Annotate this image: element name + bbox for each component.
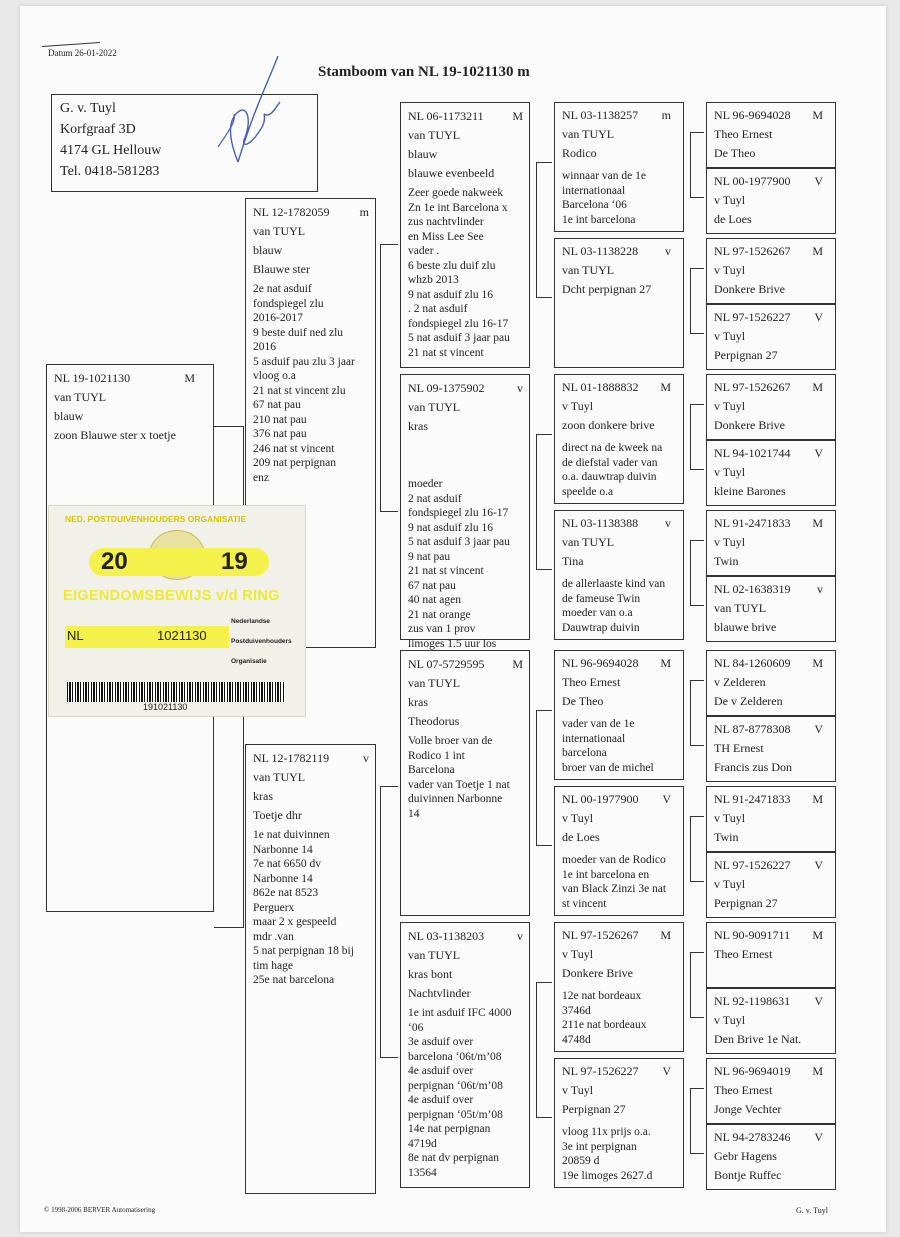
subject-ring: NL 19-1021130	[54, 371, 131, 385]
gen4-owner: v Tuyl	[714, 1013, 746, 1027]
gen4-ring: NL 97-1526267	[714, 244, 791, 258]
dam-sex: v	[363, 751, 369, 765]
gen3-sex: v	[665, 516, 671, 530]
gen2-box-2	[400, 374, 530, 650]
gen3-ring: NL 03-1138257	[562, 108, 639, 122]
sire-sex: m	[359, 205, 369, 219]
gen3-name: Donkere Brive	[562, 966, 633, 980]
page-title: Stamboom van NL 19-1021130 m	[318, 64, 530, 80]
gen4-name: Twin	[714, 830, 739, 844]
dam-owner: van TUYL	[253, 770, 306, 784]
gen3-box-6	[554, 786, 684, 916]
gen2-color-2: kras	[408, 419, 428, 433]
gen3-sex: m	[661, 108, 671, 122]
sticker-title: EIGENDOMSBEWIJS v/d RING	[63, 588, 280, 604]
gen3-owner: v Tuyl	[562, 399, 594, 413]
gen3-ring: NL 03-1138388	[562, 516, 639, 530]
gen4-box-5	[706, 374, 836, 440]
gen4-name: Francis zus Don	[714, 760, 792, 774]
gen4-name: de Loes	[714, 212, 752, 226]
gen3-ring: NL 01-1888832	[562, 380, 639, 394]
gen3-name: Perpignan 27	[562, 1102, 626, 1116]
gen4-ring: NL 94-1021744	[714, 446, 791, 460]
gen2-owner-1: van TUYL	[408, 128, 461, 142]
sticker-logo-line-3: Organisatie	[231, 658, 267, 665]
gen2-sex-4: v	[517, 929, 523, 943]
gen2-name-1: blauwe evenbeeld	[408, 166, 495, 180]
date-label: Datum 26-01-2022	[48, 48, 117, 58]
gen4-box-16	[706, 1124, 836, 1190]
gen4-owner: TH Ernest	[714, 741, 764, 755]
gen4-ring: NL 00-1977900	[714, 174, 791, 188]
gen4-owner: v Tuyl	[714, 399, 746, 413]
gen4-sex: M	[812, 516, 823, 530]
connector-gen3-1	[536, 162, 552, 298]
connector-gen3-2	[536, 434, 552, 570]
gen4-ring: NL 92-1198631	[714, 994, 791, 1008]
gen2-notes-3: Volle broer van de Rodico 1 int Barcelona vader van Toetje 1 nat duivinnen Narbonne 14	[408, 735, 510, 820]
gen2-name-4: Nachtvlinder	[408, 986, 471, 1000]
gen4-box-9	[706, 650, 836, 716]
sticker-country: NL	[67, 628, 84, 643]
gen4-box-12	[706, 852, 836, 918]
connector-gen4-1	[690, 132, 704, 198]
owner-name: G. v. Tuyl	[60, 101, 116, 116]
sticker-npo-logo	[231, 612, 303, 674]
gen4-box-6	[706, 440, 836, 506]
gen3-owner: van TUYL	[562, 263, 615, 277]
sticker-year-right: 19	[221, 548, 248, 575]
gen4-ring: NL 90-9091711	[714, 928, 791, 942]
gen2-ring-4: NL 03-1138203	[408, 929, 485, 943]
gen3-box-1	[554, 102, 684, 232]
gen2-box-4	[400, 922, 530, 1188]
gen4-sex: M	[812, 928, 823, 942]
gen3-notes: vader van de 1e internationaal barcelona broer van de michel	[562, 718, 654, 774]
footer-copyright: © 1998-2006 BERVER Automatisering	[44, 1206, 156, 1214]
gen2-ring-2: NL 09-1375902	[408, 381, 485, 395]
gen4-sex: M	[812, 1064, 823, 1078]
gen4-name: De v Zelderen	[714, 694, 783, 708]
gen2-ring-1: NL 06-1173211	[408, 109, 484, 123]
owner-city: 4174 GL Hellouw	[60, 143, 162, 158]
gen3-ring: NL 97-1526267	[562, 928, 639, 942]
gen4-ring: NL 96-9694028	[714, 108, 791, 122]
gen3-name: Dcht perpignan 27	[562, 282, 652, 296]
gen4-name: Bontje Ruffec	[714, 1168, 782, 1182]
gen3-name: de Loes	[562, 830, 600, 844]
gen4-box-4	[706, 304, 836, 370]
gen3-notes: moeder van de Rodico 1e int barcelona en van Black Zinzi 3e nat st vincent	[562, 854, 667, 910]
footer-owner: G. v. Tuyl	[796, 1206, 828, 1215]
sire-color: blauw	[253, 243, 283, 257]
gen4-sex: V	[814, 994, 823, 1008]
gen4-owner: v Tuyl	[714, 535, 746, 549]
gen4-owner: v Tuyl	[714, 329, 746, 343]
gen4-name: Den Brive 1e Nat.	[714, 1032, 802, 1046]
gen3-box-2	[554, 238, 684, 368]
connector-gen4-2	[690, 268, 704, 334]
gen4-box-8	[706, 576, 836, 642]
gen2-name-3: Theodorus	[408, 714, 460, 728]
gen4-name: kleine Barones	[714, 484, 786, 498]
connector-gen4-4	[690, 540, 704, 606]
gen4-box-13	[706, 922, 836, 988]
gen4-sex: M	[812, 792, 823, 806]
gen3-ring: NL 96-9694028	[562, 656, 639, 670]
gen4-ring: NL 96-9694019	[714, 1064, 791, 1078]
gen4-owner: v Zelderen	[714, 675, 766, 689]
gen2-notes-2: moeder 2 nat asduif fondspiegel zlu 16-17 9 nat asduif zlu 16 5 nat asduif 3 jaar pau 9 nat pau 21 nat st vincent 67 nat pau 40 nat agen 21 nat orange zus van 1 prov limoges 1.5 uur los	[408, 478, 510, 650]
sticker-barcode-text: 191021130	[143, 702, 188, 712]
gen4-ring: NL 84-1260609	[714, 656, 791, 670]
gen2-owner-4: van TUYL	[408, 948, 461, 962]
connector-gen4-3	[690, 404, 704, 470]
dam-color: kras	[253, 789, 273, 803]
gen4-ring: NL 97-1526267	[714, 380, 791, 394]
gen4-sex: V	[814, 1130, 823, 1144]
gen2-sex-3: M	[512, 657, 523, 671]
sticker-ring-number: 1021130	[157, 628, 207, 643]
gen4-name: Perpignan 27	[714, 348, 778, 362]
connector-gen4-8	[690, 1088, 704, 1154]
dam-ring: NL 12-1782119	[253, 751, 330, 765]
gen4-name: blauwe brive	[714, 620, 777, 634]
connector-gen4-6	[690, 816, 704, 882]
gen4-ring: NL 97-1526227	[714, 310, 791, 324]
gen4-owner: Theo Ernest	[714, 127, 773, 141]
sticker-org: NED. POSTDUIVENHOUDERS ORGANISATIE	[65, 514, 247, 524]
owner-street: Korfgraaf 3D	[60, 122, 136, 137]
gen2-owner-2: van TUYL	[408, 400, 461, 414]
gen4-name: Perpignan 27	[714, 896, 778, 910]
sticker-logo-line-2: Postduivenhouders	[231, 638, 292, 645]
gen4-ring: NL 94-2783246	[714, 1130, 791, 1144]
gen3-box-5	[554, 650, 684, 780]
gen3-ring: NL 00-1977900	[562, 792, 639, 806]
gen2-box-1	[400, 102, 530, 368]
sticker-logo-line-1: Nederlandse	[231, 618, 271, 625]
connector-gen4-5	[690, 680, 704, 746]
gen3-sex: v	[665, 244, 671, 258]
subject-sex: M	[184, 371, 195, 385]
gen2-color-3: kras	[408, 695, 428, 709]
gen4-box-1	[706, 102, 836, 168]
gen4-sex: M	[812, 108, 823, 122]
gen3-notes: winnaar van de 1e internationaal Barcelona ‘06 1e int barcelona	[562, 170, 646, 226]
gen4-box-10	[706, 716, 836, 782]
subject-color: blauw	[54, 409, 84, 423]
gen2-notes-1: Zeer goede nakweek Zn 1e int Barcelona x zus nachtvlinder en Miss Lee See vader . 6 beste zlu duif zlu whzb 2013 9 nat asduif zlu 16 . 2 nat asduif fondspiegel zlu 16-17 5 nat asduif 3 jaar pau 21 nat st vincent	[408, 187, 510, 359]
gen4-box-7	[706, 510, 836, 576]
gen2-name-2	[408, 436, 523, 455]
gen3-owner: v Tuyl	[562, 947, 594, 961]
owner-phone: Tel. 0418-581283	[60, 164, 160, 179]
gen4-name: Twin	[714, 554, 739, 568]
gen4-owner: v Tuyl	[714, 193, 746, 207]
connector-gen3-3	[536, 710, 552, 846]
connector-gen4-7	[690, 952, 704, 1018]
sire-notes: 2e nat asduif fondspiegel zlu 2016-2017 9 beste duif ned zlu 2016 5 asduif pau zlu 3 jaar vloog o.a 21 nat st vincent zlu 67 nat pau 210 nat pau 376 nat pau 246 nat st vincent 209 nat perpignan enz	[253, 283, 355, 484]
sticker-year-left: 20	[101, 548, 128, 575]
dam-name: Toetje dhr	[253, 808, 302, 822]
gen4-owner: v Tuyl	[714, 811, 746, 825]
gen4-owner: v Tuyl	[714, 263, 746, 277]
gen3-owner: van TUYL	[562, 127, 615, 141]
gen4-sex: M	[812, 656, 823, 670]
gen2-color-1: blauw	[408, 147, 438, 161]
gen3-box-3	[554, 374, 684, 504]
gen3-ring: NL 03-1138228	[562, 244, 639, 258]
signature-drawing	[208, 52, 298, 182]
connector-gen2-b	[380, 786, 398, 1058]
dam-notes: 1e nat duivinnen Narbonne 14 7e nat 6650 dv Narbonne 14 862e nat 8523 Perguerx maar 2 x gespeeld mdr .van 5 nat perpignan 18 bij tim hage 25e nat barcelona	[253, 829, 354, 986]
gen4-sex: V	[814, 446, 823, 460]
gen4-name: De Theo	[714, 146, 756, 160]
gen2-color-4: kras bont	[408, 967, 453, 981]
gen3-box-8	[554, 1058, 684, 1188]
connector-gen3-4	[536, 982, 552, 1118]
gen4-owner: v Tuyl	[714, 465, 746, 479]
subject-owner: van TUYL	[54, 390, 107, 404]
gen4-ring: NL 87-8778308	[714, 722, 791, 736]
gen4-owner: van TUYL	[714, 601, 767, 615]
gen4-sex: V	[814, 722, 823, 736]
gen3-owner: v Tuyl	[562, 811, 594, 825]
connector-gen2-a	[380, 244, 398, 512]
gen4-sex: M	[812, 244, 823, 258]
gen4-box-3	[706, 238, 836, 304]
gen4-box-14	[706, 988, 836, 1054]
gen4-box-11	[706, 786, 836, 852]
gen4-box-15	[706, 1058, 836, 1124]
gen2-ring-3: NL 07-5729595	[408, 657, 485, 671]
gen3-owner: v Tuyl	[562, 1083, 594, 1097]
sire-ring: NL 12-1782059	[253, 205, 330, 219]
gen4-name: Jonge Vechter	[714, 1102, 782, 1116]
gen3-ring: NL 97-1526227	[562, 1064, 639, 1078]
gen3-box-7	[554, 922, 684, 1052]
gen3-notes: vloog 11x prijs o.a. 3e int perpignan 20859 d 19e limoges 2627.d	[562, 1126, 653, 1182]
subject-name: zoon Blauwe ster x toetje	[54, 428, 176, 442]
gen2-owner-3: van TUYL	[408, 676, 461, 690]
gen2-box-3	[400, 650, 530, 916]
gen3-notes: 12e nat bordeaux 3746d 211e nat bordeaux 4748d	[562, 990, 647, 1046]
date-stroke	[42, 42, 100, 47]
sire-name: Blauwe ster	[253, 262, 310, 276]
gen3-sex: V	[662, 1064, 671, 1078]
gen2-sex-2: v	[517, 381, 523, 395]
gen4-ring: NL 02-1638319	[714, 582, 791, 596]
gen4-name: Donkere Brive	[714, 418, 785, 432]
gen3-sex: M	[660, 380, 671, 394]
gen3-notes: de allerlaaste kind van de fameuse Twin moeder van o.a Dauwtrap duivin	[562, 578, 666, 634]
gen4-owner: Theo Ernest	[714, 1083, 773, 1097]
gen3-name: Tina	[562, 554, 584, 568]
sire-owner: van TUYL	[253, 224, 306, 238]
gen3-sex: M	[660, 928, 671, 942]
gen4-sex: v	[817, 582, 823, 596]
gen3-owner: Theo Ernest	[562, 675, 621, 689]
gen4-sex: V	[814, 858, 823, 872]
ring-ownership-sticker	[48, 505, 306, 717]
gen3-sex: V	[662, 792, 671, 806]
gen3-name: Rodico	[562, 146, 597, 160]
gen3-sex: M	[660, 656, 671, 670]
gen4-owner: Theo Ernest	[714, 947, 773, 961]
gen4-owner: v Tuyl	[714, 877, 746, 891]
gen4-ring: NL 97-1526227	[714, 858, 791, 872]
gen2-notes-4: 1e int asduif IFC 4000 ‘06 3e asduif over barcelona ‘06t/m’08 4e asduif over perpignan ‘06t/m’08 4e asduif over perpignan ‘05t/m’08 14e nat perpignan 4719d 8e nat dv perpignan 13564	[408, 1007, 512, 1179]
gen3-name: zoon donkere brive	[562, 418, 655, 432]
gen4-sex: M	[812, 380, 823, 394]
gen4-ring: NL 91-2471833	[714, 792, 791, 806]
gen2-sex-1: M	[512, 109, 523, 123]
gen4-sex: V	[814, 310, 823, 324]
gen3-owner: van TUYL	[562, 535, 615, 549]
gen3-box-4	[554, 510, 684, 640]
sticker-barcode	[67, 682, 285, 702]
gen4-owner: Gebr Hagens	[714, 1149, 777, 1163]
gen4-box-2	[706, 168, 836, 234]
dam-box	[245, 744, 376, 1194]
gen4-ring: NL 91-2471833	[714, 516, 791, 530]
gen3-name: De Theo	[562, 694, 604, 708]
gen4-sex: V	[814, 174, 823, 188]
gen3-notes: direct na de kweek na de diefstal vader van o.a. dauwtrap duivin speelde o.a	[562, 442, 663, 498]
gen4-name: Donkere Brive	[714, 282, 785, 296]
